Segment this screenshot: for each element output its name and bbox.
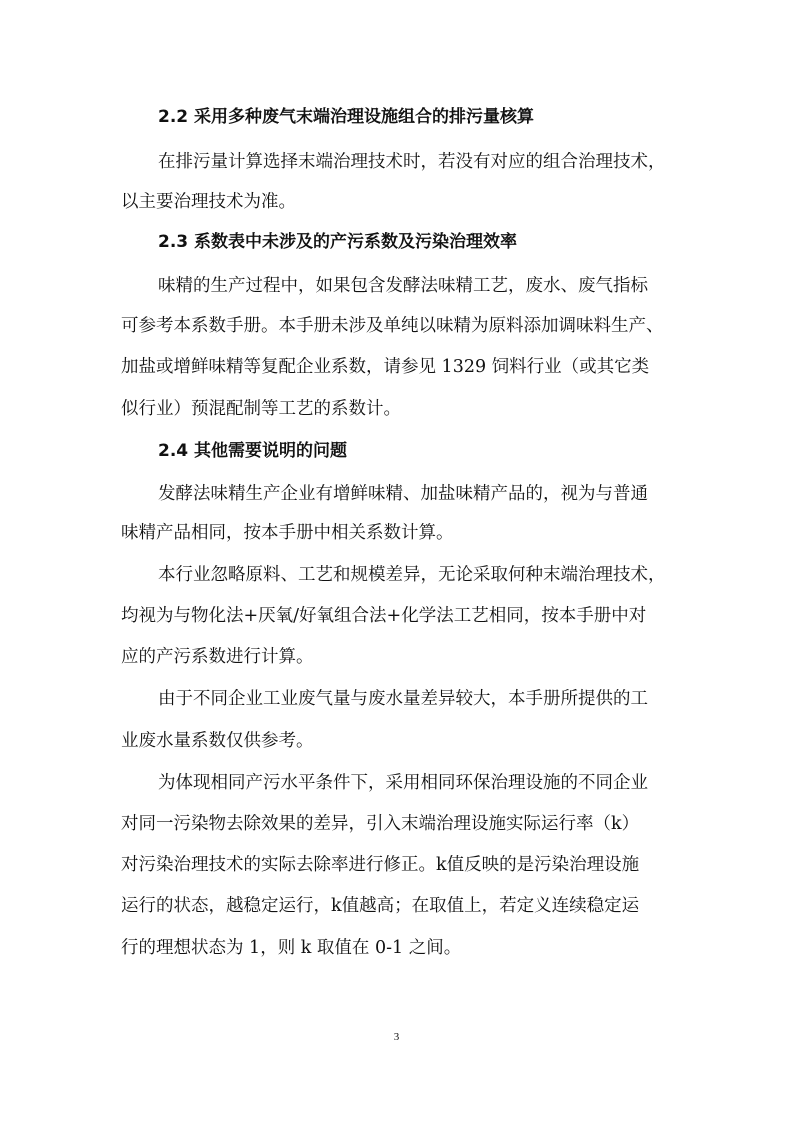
text-line: 均视为与物化法+厌氧/好氧组合法+化学法工艺相同，按本手册中对	[121, 606, 647, 626]
heading-2-3: 2.3 系数表中未涉及的产污系数及污染治理效率	[158, 232, 518, 252]
text-line: 对同一污染物去除效果的差异，引入末端治理设施实际运行率（k）	[121, 814, 640, 834]
text-line: 味精产品相同，按本手册中相关系数计算。	[121, 523, 454, 543]
heading-2-2: 2.2 采用多种废气末端治理设施组合的排污量核算	[158, 107, 535, 127]
text-line: 应的产污系数进行计算。	[121, 647, 314, 667]
text-line: 为体现相同产污水平条件下，采用相同环保治理设施的不同企业	[158, 773, 648, 793]
text-line: 味精的生产过程中，如果包含发酵法味精工艺，废水、废气指标	[158, 276, 648, 296]
text-line: 业废水量系数仅供参考。	[121, 731, 314, 751]
text-line: 由于不同企业工业废气量与废水量差异较大，本手册所提供的工	[158, 689, 648, 709]
text-line: 对污染治理技术的实际去除率进行修正。k值反映的是污染治理设施	[121, 855, 640, 875]
page-number: 3	[393, 1031, 400, 1043]
text-line: 发酵法味精生产企业有增鲜味精、加盐味精产品的，视为与普通	[158, 484, 648, 504]
heading-2-4: 2.4 其他需要说明的问题	[158, 441, 348, 461]
text-line: 以主要治理技术为准。	[121, 192, 296, 212]
text-line: 加盐或增鲜味精等复配企业系数，请参见 1329 饲料行业（或其它类	[121, 357, 650, 377]
text-line: 似行业）预混配制等工艺的系数计。	[121, 399, 401, 419]
text-line: 本行业忽略原料、工艺和规模差异，无论采取何种末端治理技术，	[158, 565, 666, 585]
text-line: 运行的状态，越稳定运行，k值越高；在取值上，若定义连续稳定运	[121, 896, 640, 916]
text-line: 在排污量计算选择末端治理技术时，若没有对应的组合治理技术，	[158, 152, 666, 172]
text-line: 可参考本系数手册。本手册未涉及单纯以味精为原料添加调味料生产、	[121, 316, 664, 336]
text-line: 行的理想状态为 1，则 k 取值在 0-1 之间。	[121, 938, 462, 958]
